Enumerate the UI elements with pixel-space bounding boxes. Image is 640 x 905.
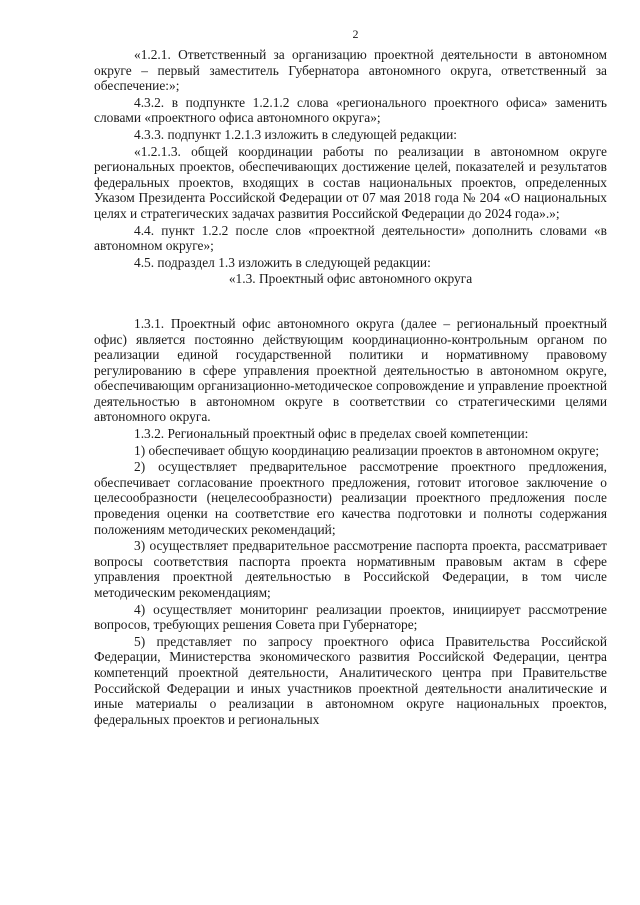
list-item-5: 5) представляет по запросу проектного офиса Правительства Российской Федерации, Министерства экономического развития Российской Федерации, центра компетенций проектной деятельности, Аналитического центра при Правительстве Российской Федерации и иных участников проектной деятельности аналитические и иные материалы о реализации в автономном округе национальных проектов, федеральных проектов и региональных	[94, 633, 607, 727]
paragraph-1-2-1-3: «1.2.1.3. общей координации работы по реализации в автономном округе региональных проектов, обеспечивающих достижение целей, показателей и результатов федеральных проектов, входящих в состав национальных проектов, определенных Указом Президента Российской Федерации от 07 мая 2018 года № 204 «О национальных целях и стратегических задачах развития Российской Федерации до 2024 года».»;	[94, 143, 607, 221]
list-item-2: 2) осуществляет предварительное рассмотрение проектного предложения, обеспечивает согласование проектного предложения, готовит итоговое заключение о целесообразности (нецелесообразности) реализации проектного предложения после проведения оценки на соответствие его качества подготовки и полноты содержания положениям методических рекомендаций;	[94, 459, 607, 537]
list-item-1: 1) обеспечивает общую координацию реализации проектов в автономном округе;	[134, 442, 600, 458]
paragraph-1-2-1: «1.2.1. Ответственный за организацию проектной деятельности в автономном округе – первый заместитель Губернатора автономного округа, ответственный за обеспечение:»;	[94, 47, 607, 94]
paragraph-1-3-2: 1.3.2. Региональный проектный офис в пределах своей компетенции:	[134, 426, 529, 442]
paragraph-4-4: 4.4. пункт 1.2.2 после слов «проектной деятельности» дополнить словами «в автономном округе»;	[94, 222, 607, 254]
paragraph-4-3-2: 4.3.2. в подпункте 1.2.1.2 слова «регионального проектного офиса» заменить словами «проектного офиса автономного округа»;	[94, 94, 607, 126]
list-item-3: 3) осуществляет предварительное рассмотрение паспорта проекта, рассматривает вопросы соответствия паспорта проекта нормативным правовым актам в сфере управления проектной деятельностью в Российской Федерации, в том числе методическим рекомендациям;	[94, 538, 607, 600]
paragraph-4-3-3: 4.3.3. подпункт 1.2.1.3 изложить в следующей редакции:	[134, 126, 458, 142]
list-item-4: 4) осуществляет мониторинг реализации проектов, инициирует рассмотрение вопросов, требующих решения Совета при Губернаторе;	[94, 601, 607, 633]
page-number: 2	[352, 27, 359, 41]
paragraph-4-5: 4.5. подраздел 1.3 изложить в следующей редакции:	[134, 254, 431, 270]
section-heading: «1.3. Проектный офис автономного округа	[228, 271, 473, 287]
paragraph-1-3-1: 1.3.1. Проектный офис автономного округа (далее – региональный проектный офис) является постоянно действующим координационно-контрольным органом по реализации единой государственной политики и нормативному правовому регулированию в сфере управления проектной деятельностью в автономном округе, обеспечивающим организационно-методическое сопровождение и управление проектной деятельностью в автономном округе в соответствии со стратегическими целями автономного округа.	[94, 315, 607, 425]
